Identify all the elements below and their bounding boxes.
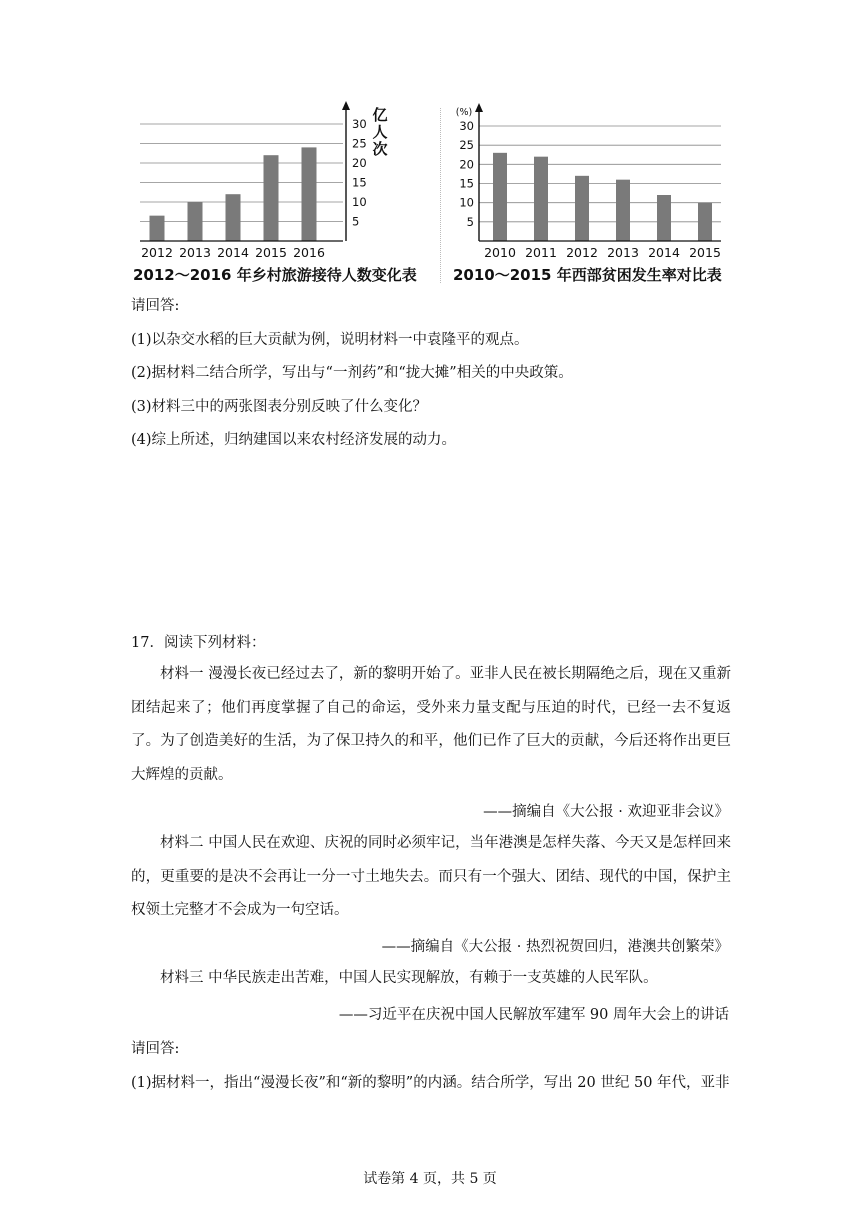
- bar-2013: [616, 180, 630, 241]
- q16-item-2: (2)据材料二结合所学，写出与“一剂药”和“拢大摊”相关的中央政策。: [131, 365, 573, 381]
- x-tick-label: 2013: [607, 245, 639, 260]
- q17-material-1: 材料一 漫漫长夜已经过去了，新的黎明开始了。亚非人民在被长期隔绝之后，现在又重新团结起来了；他们再度掌握了自己的命运，受外来力量支配与压迫的时代，已经一去不复返了。为了创造美好的生活，为了保卫持久的和平，他们已作了巨大的贡献，今后还将作出更巨大辉煌的贡献。: [131, 666, 731, 783]
- x-tick-label: 2010: [484, 245, 516, 260]
- q16-item-3: (3)材料三中的两张图表分别反映了什么变化？: [131, 399, 428, 415]
- q17-material-3-source: ——习近平在庆祝中国人民解放军建军 90 周年大会上的讲话: [338, 1007, 729, 1023]
- bar-2014: [657, 195, 671, 241]
- x-tick-label: 2012: [141, 245, 173, 260]
- y-tick-label: 5: [352, 214, 360, 229]
- rural-tourism-chart-title: 2012～2016 年乡村旅游接待人数变化表: [133, 266, 417, 284]
- rural-tourism-chart: [135, 98, 435, 263]
- q16-item-4: (4)综上所述，归纳建国以来农村经济发展的动力。: [131, 432, 457, 448]
- y-tick-label: 10: [352, 195, 367, 209]
- x-tick-label: 2011: [525, 245, 557, 260]
- q17-material-1-source: ——摘编自《大公报 · 欢迎亚非会议》: [483, 804, 729, 820]
- x-tick-label: 2014: [648, 245, 680, 260]
- y-tick-label: 30: [459, 119, 474, 133]
- page-footer: 试卷第 4 页，共 5 页: [363, 1171, 497, 1187]
- q16-prompt: 请回答:: [131, 298, 180, 314]
- y-axis-arrow-icon: [475, 103, 483, 112]
- x-tick-label: 2012: [566, 245, 598, 260]
- western-poverty-chart-title: 2010～2015 年西部贫困发生率对比表: [453, 266, 722, 284]
- x-tick-label: 2015: [255, 245, 287, 260]
- y-tick-label: 15: [459, 176, 474, 191]
- bar-2015: [698, 203, 712, 241]
- q17-material-2: 材料二 中国人民在欢迎、庆祝的同时必须牢记，当年港澳是怎样失落、今天又是怎样回来的，更重要的是决不会再让一分一寸土地失去。而只有一个强大、团结、现代的中国，保护主权领土完整才不会成为一句空话。: [131, 835, 731, 918]
- bar-2011: [534, 157, 548, 241]
- bar-2014: [226, 194, 241, 241]
- x-tick-label: 2014: [217, 245, 249, 260]
- q17-prompt: 请回答:: [131, 1041, 180, 1057]
- x-tick-label: 2016: [293, 245, 325, 260]
- y-tick-label: 25: [352, 136, 367, 151]
- y-tick-label: 20: [352, 156, 367, 170]
- y-axis-label: 亿: [372, 106, 388, 124]
- q17-heading: 17．阅读下列材料：: [131, 635, 266, 651]
- x-tick-label: 2013: [179, 245, 211, 260]
- y-axis-label: 次: [372, 140, 388, 158]
- y-tick-label: 15: [352, 175, 367, 190]
- bar-2016: [302, 147, 317, 241]
- bar-2012: [575, 176, 589, 241]
- q17-item-1: (1)据材料一，指出“漫漫长夜”和“新的黎明”的内涵。结合所学，写出 20 世纪 50 年代，亚非: [131, 1075, 730, 1091]
- bar-2015: [264, 155, 279, 241]
- rural-tourism-chart-svg: [135, 98, 435, 263]
- y-axis-label: (%): [455, 107, 473, 118]
- q17-material-2-source: ——摘编自《大公报 · 热烈祝贺回归，港澳共创繁荣》: [381, 939, 729, 955]
- y-tick-label: 30: [352, 117, 367, 131]
- x-tick-label: 2015: [689, 245, 721, 260]
- bar-2012: [150, 216, 165, 241]
- western-poverty-chart: [448, 98, 733, 263]
- y-axis-arrow-icon: [342, 101, 350, 110]
- y-tick-label: 5: [466, 214, 474, 229]
- q16-item-1: (1)以杂交水稻的巨大贡献为例，说明材料一中袁隆平的观点。: [131, 332, 529, 348]
- y-tick-label: 25: [459, 138, 474, 153]
- bar-2013: [188, 202, 203, 241]
- y-tick-label: 10: [459, 195, 474, 210]
- q17-material-3: 材料三 中华民族走出苦难，中国人民实现解放，有赖于一支英雄的人民军队。: [160, 970, 658, 986]
- western-poverty-chart-svg: [448, 98, 733, 263]
- chart-divider: [440, 108, 441, 283]
- y-axis-label: 人: [372, 123, 388, 141]
- bar-2010: [493, 153, 507, 241]
- y-tick-label: 20: [459, 157, 474, 172]
